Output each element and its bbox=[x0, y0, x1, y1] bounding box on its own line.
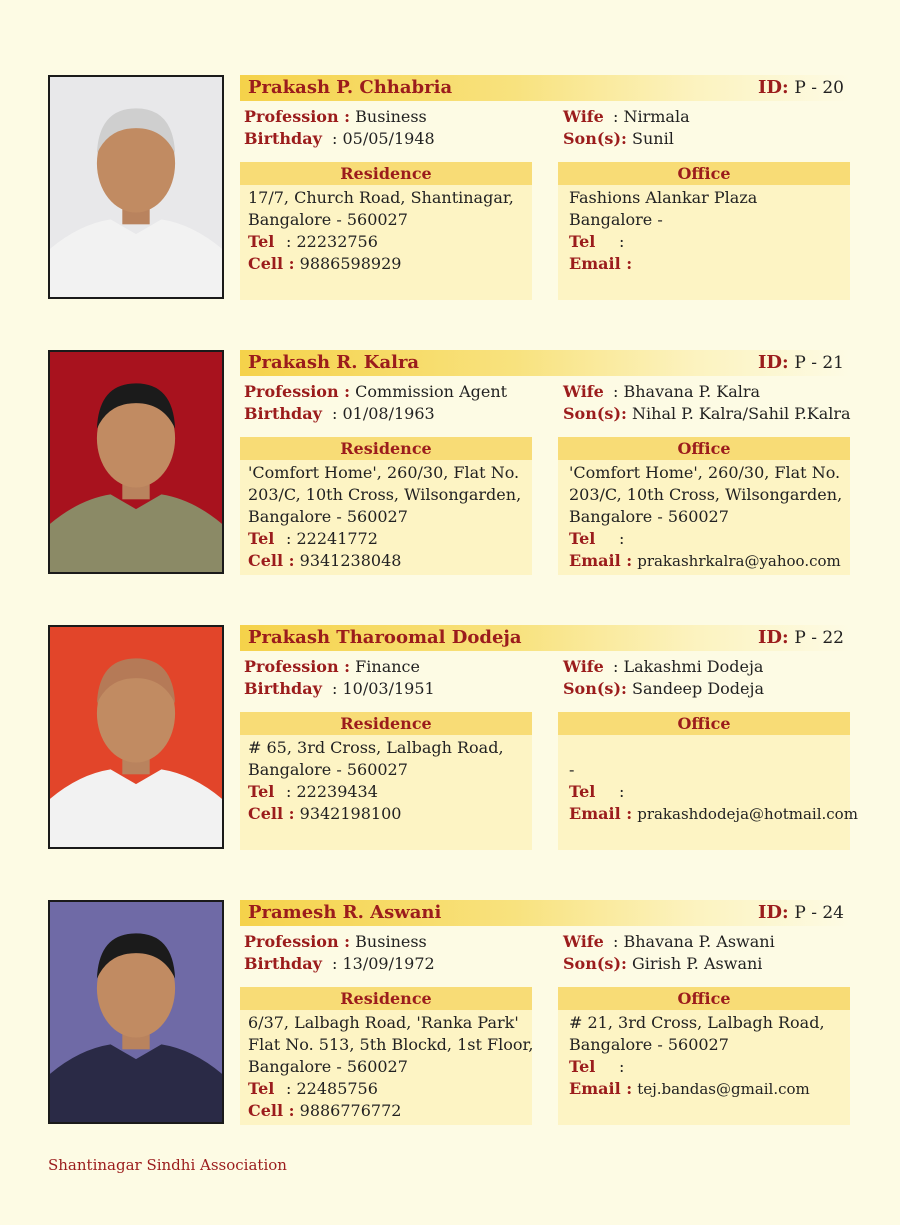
residence-cell-line bbox=[248, 803, 532, 825]
residence-panel bbox=[240, 162, 532, 300]
residence-details bbox=[240, 735, 532, 825]
tel-label: Tel bbox=[248, 1079, 275, 1098]
id-label: ID: bbox=[757, 627, 789, 648]
member-photo bbox=[48, 75, 224, 299]
office-tel-line bbox=[569, 528, 850, 550]
wife-value: : Bhavana P. Kalra bbox=[613, 382, 761, 401]
birthday-label: Birthday bbox=[244, 404, 322, 423]
residence-address-line: Bangalore - 560027 bbox=[248, 210, 408, 229]
email-label: Email : bbox=[569, 804, 633, 823]
birthday-value: : 13/09/1972 bbox=[332, 954, 435, 973]
office-details bbox=[558, 185, 850, 275]
birthday-label: Birthday bbox=[244, 954, 322, 973]
id-label: ID: bbox=[757, 77, 789, 98]
residence-cell-line bbox=[248, 550, 532, 572]
member-header-bar bbox=[240, 900, 850, 926]
office-address-line: Bangalore - bbox=[569, 210, 663, 229]
office-email-line bbox=[569, 803, 858, 825]
residence-panel bbox=[240, 987, 532, 1125]
office-tel: : bbox=[619, 529, 625, 548]
residence-tel: : 22485756 bbox=[286, 1079, 378, 1098]
sons-line bbox=[563, 128, 674, 150]
residence-cell: 9341238048 bbox=[299, 551, 402, 570]
residence-title: Residence bbox=[240, 437, 532, 460]
footer-association-name: Shantinagar Sindhi Association bbox=[48, 1156, 287, 1174]
residence-tel: : 22241772 bbox=[286, 529, 378, 548]
tel-label: Tel bbox=[569, 232, 596, 251]
residence-details bbox=[240, 185, 532, 275]
office-address-line bbox=[569, 737, 850, 759]
residence-panel bbox=[240, 437, 532, 575]
residence-cell: 9886598929 bbox=[299, 254, 402, 273]
tel-label: Tel bbox=[569, 529, 596, 548]
residence-title: Residence bbox=[240, 987, 532, 1010]
birthday-label: Birthday bbox=[244, 129, 322, 148]
office-details bbox=[558, 735, 858, 825]
office-email-line bbox=[569, 550, 850, 572]
member-entry bbox=[0, 625, 900, 855]
sons-line bbox=[563, 678, 764, 700]
office-panel bbox=[558, 712, 858, 850]
residence-cell-line bbox=[248, 1100, 532, 1122]
wife-label: Wife bbox=[563, 932, 604, 951]
profession-line bbox=[244, 106, 427, 128]
id-value: P - 22 bbox=[794, 628, 844, 648]
office-title: Office bbox=[558, 162, 850, 185]
member-id bbox=[758, 627, 844, 648]
profession-line bbox=[244, 381, 507, 403]
email-label: Email : bbox=[569, 254, 633, 273]
birthday-value: : 10/03/1951 bbox=[332, 679, 435, 698]
residence-details bbox=[240, 460, 532, 572]
residence-address-line: Bangalore - 560027 bbox=[248, 760, 408, 779]
birthday-value: : 01/08/1963 bbox=[332, 404, 435, 423]
cell-label: Cell : bbox=[248, 254, 295, 273]
member-header-bar bbox=[240, 75, 850, 101]
office-email[interactable]: prakashrkalra@yahoo.com bbox=[637, 552, 841, 570]
residence-tel: : 22239434 bbox=[286, 782, 378, 801]
office-tel-line bbox=[569, 781, 850, 803]
email-label: Email : bbox=[569, 1079, 633, 1098]
office-tel: : bbox=[619, 782, 625, 801]
member-entry bbox=[0, 350, 900, 580]
email-label: Email : bbox=[569, 551, 633, 570]
profession-label: Profession : bbox=[244, 382, 351, 401]
office-address-line: 'Comfort Home', 260/30, Flat No. bbox=[569, 463, 841, 482]
residence-cell: 9342198100 bbox=[299, 804, 402, 823]
profession-label: Profession : bbox=[244, 107, 351, 126]
office-tel: : bbox=[619, 1057, 625, 1076]
sons-line bbox=[563, 403, 851, 425]
office-email[interactable]: tej.bandas@gmail.com bbox=[637, 1080, 810, 1098]
residence-tel: : 22232756 bbox=[286, 232, 378, 251]
birthday-line bbox=[244, 953, 435, 975]
member-header-bar bbox=[240, 625, 850, 651]
member-name: Prakash P. Chhabria bbox=[248, 77, 453, 98]
cell-label: Cell : bbox=[248, 1101, 295, 1120]
member-entry bbox=[0, 900, 900, 1130]
sons-label: Son(s): bbox=[563, 404, 627, 423]
wife-value: : Lakashmi Dodeja bbox=[613, 657, 764, 676]
wife-value: : Bhavana P. Aswani bbox=[613, 932, 775, 951]
wife-label: Wife bbox=[563, 657, 604, 676]
wife-line bbox=[563, 106, 690, 128]
sons-line bbox=[563, 953, 762, 975]
residence-tel-line bbox=[248, 528, 532, 550]
birthday-line bbox=[244, 128, 435, 150]
profession-value: Finance bbox=[355, 657, 420, 676]
residence-address-line: # 65, 3rd Cross, Lalbagh Road, bbox=[248, 738, 504, 757]
residence-panel bbox=[240, 712, 532, 850]
residence-cell: 9886776772 bbox=[299, 1101, 402, 1120]
residence-address-line: 'Comfort Home', 260/30, Flat No. bbox=[248, 463, 520, 482]
profession-label: Profession : bbox=[244, 657, 351, 676]
wife-line bbox=[563, 656, 763, 678]
cell-label: Cell : bbox=[248, 804, 295, 823]
member-id bbox=[758, 902, 844, 923]
birthday-value: : 05/05/1948 bbox=[332, 129, 435, 148]
member-id bbox=[758, 77, 844, 98]
office-title: Office bbox=[558, 712, 850, 735]
profession-line bbox=[244, 656, 420, 678]
office-panel bbox=[558, 987, 850, 1125]
residence-details bbox=[240, 1010, 532, 1122]
cell-label: Cell : bbox=[248, 551, 295, 570]
member-name: Prakash R. Kalra bbox=[248, 352, 420, 373]
office-address-line: 203/C, 10th Cross, Wilsongarden, bbox=[569, 485, 843, 504]
office-tel: : bbox=[619, 232, 625, 251]
office-title: Office bbox=[558, 987, 850, 1010]
tel-label: Tel bbox=[248, 232, 275, 251]
residence-address-line: 17/7, Church Road, Shantinagar, bbox=[248, 188, 514, 207]
member-photo bbox=[48, 350, 224, 574]
residence-tel-line bbox=[248, 1078, 532, 1100]
office-tel-line bbox=[569, 1056, 850, 1078]
sons-value: Sunil bbox=[632, 129, 674, 148]
office-panel bbox=[558, 162, 850, 300]
id-value: P - 20 bbox=[794, 78, 844, 98]
residence-address-line: 203/C, 10th Cross, Wilsongarden, bbox=[248, 485, 522, 504]
sons-value: Girish P. Aswani bbox=[632, 954, 763, 973]
id-value: P - 24 bbox=[794, 903, 844, 923]
id-label: ID: bbox=[757, 902, 789, 923]
profession-label: Profession : bbox=[244, 932, 351, 951]
residence-tel-line bbox=[248, 231, 532, 253]
office-address-line: Fashions Alankar Plaza bbox=[569, 188, 758, 207]
birthday-label: Birthday bbox=[244, 679, 322, 698]
sons-label: Son(s): bbox=[563, 954, 627, 973]
birthday-line bbox=[244, 403, 435, 425]
wife-label: Wife bbox=[563, 382, 604, 401]
office-tel-line bbox=[569, 231, 850, 253]
office-details bbox=[558, 1010, 850, 1100]
profession-line bbox=[244, 931, 427, 953]
id-label: ID: bbox=[757, 352, 789, 373]
office-email[interactable]: prakashdodeja@hotmail.com bbox=[637, 805, 858, 823]
office-address-line: - bbox=[569, 760, 575, 779]
tel-label: Tel bbox=[248, 782, 275, 801]
office-address-line: Bangalore - 560027 bbox=[569, 507, 729, 526]
tel-label: Tel bbox=[569, 782, 596, 801]
member-photo bbox=[48, 625, 224, 849]
member-id bbox=[758, 352, 844, 373]
id-value: P - 21 bbox=[794, 353, 844, 373]
member-entry bbox=[0, 75, 900, 305]
tel-label: Tel bbox=[569, 1057, 596, 1076]
tel-label: Tel bbox=[248, 529, 275, 548]
residence-tel-line bbox=[248, 781, 532, 803]
member-header-bar bbox=[240, 350, 850, 376]
residence-title: Residence bbox=[240, 162, 532, 185]
office-panel bbox=[558, 437, 850, 575]
residence-address-line: Flat No. 513, 5th Blockd, 1st Floor, bbox=[248, 1035, 534, 1054]
profession-value: Business bbox=[355, 932, 427, 951]
birthday-line bbox=[244, 678, 435, 700]
wife-line bbox=[563, 381, 760, 403]
profession-value: Business bbox=[355, 107, 427, 126]
wife-value: : Nirmala bbox=[613, 107, 690, 126]
office-email-line bbox=[569, 1078, 850, 1100]
office-address-line: Bangalore - 560027 bbox=[569, 1035, 729, 1054]
sons-label: Son(s): bbox=[563, 129, 627, 148]
sons-label: Son(s): bbox=[563, 679, 627, 698]
sons-value: Sandeep Dodeja bbox=[632, 679, 764, 698]
office-email-line bbox=[569, 253, 850, 275]
member-name: Pramesh R. Aswani bbox=[248, 902, 442, 923]
residence-address-line: Bangalore - 560027 bbox=[248, 1057, 408, 1076]
office-details bbox=[558, 460, 850, 572]
member-photo bbox=[48, 900, 224, 1124]
residence-title: Residence bbox=[240, 712, 532, 735]
office-address-line: # 21, 3rd Cross, Lalbagh Road, bbox=[569, 1013, 825, 1032]
wife-label: Wife bbox=[563, 107, 604, 126]
residence-address-line: Bangalore - 560027 bbox=[248, 507, 408, 526]
office-title: Office bbox=[558, 437, 850, 460]
residence-address-line: 6/37, Lalbagh Road, 'Ranka Park' bbox=[248, 1013, 519, 1032]
sons-value: Nihal P. Kalra/Sahil P.Kalra bbox=[632, 404, 851, 423]
wife-line bbox=[563, 931, 775, 953]
profession-value: Commission Agent bbox=[355, 382, 508, 401]
residence-cell-line bbox=[248, 253, 532, 275]
member-name: Prakash Tharoomal Dodeja bbox=[248, 627, 522, 648]
